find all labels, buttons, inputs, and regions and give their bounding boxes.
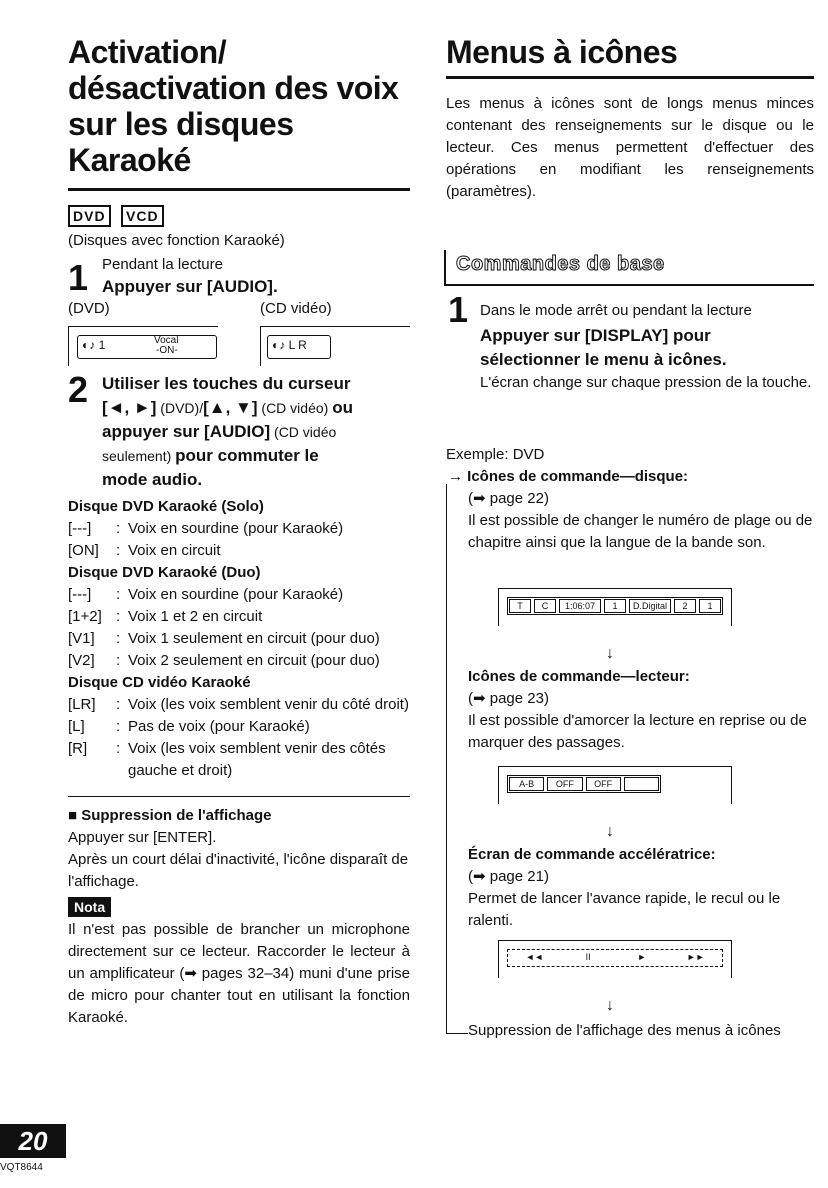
mode-row: [L] : Pas de voix (pour Karaoké) [68, 716, 410, 738]
mode-value: Voix 1 et 2 en circuit [128, 608, 263, 625]
step-pre: Dans le mode arrêt ou pendant la lecture [480, 302, 752, 319]
disc-icons-strip [498, 588, 732, 626]
dvd-badge: DVD [68, 205, 111, 227]
dvd-vocal-value: -ON- [156, 345, 178, 356]
audio-icon: ◐♪ [272, 338, 286, 352]
step-1 [68, 254, 410, 298]
left-column [68, 34, 410, 1029]
time-readout: 1:06:07 [559, 599, 601, 613]
mode-value: Voix 1 seulement en circuit (pour duo) [128, 630, 380, 647]
mode-value: Pas de voix (pour Karaoké) [128, 718, 310, 735]
shuttle-bar [507, 949, 723, 967]
mode-value: Voix (les voix semblent venir des côtés gauche et droit) [128, 740, 386, 779]
basic-commands-header [444, 250, 814, 286]
intro-text: (Disques avec fonction Karaoké) [68, 232, 285, 249]
step-2-line: mode audio. [102, 470, 203, 489]
audio-format: D.Digital [629, 599, 671, 613]
switch-text: pour commuter le [175, 446, 319, 465]
mode-key: [---] [68, 586, 92, 603]
mode-value: Voix 2 seulement en circuit (pour duo) [128, 652, 380, 669]
vcd-audio-display [267, 335, 331, 359]
right-step-1 [446, 290, 814, 394]
item-desc: Permet de lancer l'avance rapide, le recul ou le ralenti. [468, 890, 781, 929]
step-2-line: Utiliser les touches du curseur [102, 374, 351, 393]
step-number: 1 [448, 289, 469, 330]
step-body [446, 290, 814, 394]
mode-key: [L] [68, 718, 85, 735]
item-ref: (➡ page 23) [468, 690, 549, 707]
mode-row: [R] : Voix (les voix semblent venir des côtés gauche et droit) [68, 738, 410, 782]
dvd-note: (DVD)/ [156, 400, 204, 416]
step-note: L'écran change sur chaque pression de la touche. [480, 374, 812, 391]
divider [68, 796, 410, 797]
vcd-note: (CD vidéo [270, 424, 337, 440]
item-ref: (➡ page 22) [468, 490, 549, 507]
page-number: 20 [0, 1124, 66, 1158]
shuttle-block [468, 844, 814, 932]
mode-value: Voix en sourdine (pour Karaoké) [128, 520, 344, 537]
suppression-line: Après un court délai d'inactivité, l'icône disparaît de l'affichage. [68, 851, 409, 890]
mode-row: [V1] : Voix 1 seulement en circuit (pour duo) [68, 628, 410, 650]
nota-text: Il n'est pas possible de brancher un microphone directement sur ce lecteur. Raccorder le lecteur à un amplificateur (➡ pages 32–34) muni d'une prise de micro pour chanter tout en utilisant la fonction Karaoké. [68, 921, 410, 1026]
player-icons-bar [507, 775, 661, 793]
mode-value: Voix en sourdine (pour Karaoké) [128, 586, 344, 603]
item-desc: Il est possible d'amorcer la lecture en reprise ou de marquer des passages. [468, 712, 807, 751]
item-desc: Il est possible de changer le numéro de plage ou de chapitre ainsi que la langue de la bande son. [468, 512, 813, 551]
item-heading: → Icônes de commande—disque: [448, 468, 689, 485]
suppression-heading: ■ Suppression de l'affichage [68, 807, 272, 824]
cursor-ud-keys: [▲, ▼] [203, 398, 258, 417]
dvd-audio-display [77, 335, 217, 359]
dvd-duo-heading: Disque DVD Karaoké (Duo) [68, 564, 261, 581]
cursor-lr-keys: [◄, ►] [102, 398, 157, 417]
mode-key: [R] [68, 740, 88, 757]
mode-key: [---] [68, 520, 92, 537]
subtitle-icon: 2 [674, 599, 696, 613]
play-icon: ► [637, 952, 647, 962]
audio-key: appuyer sur [AUDIO] [102, 422, 271, 441]
step-2-line [102, 420, 410, 444]
step-action: Appuyer sur [AUDIO]. [102, 277, 278, 296]
item-heading: Icônes de commande—lecteur: [468, 668, 690, 685]
suppression-line: Appuyer sur [ENTER]. [68, 829, 217, 846]
nota-badge: Nota [68, 897, 111, 917]
step-2-line [102, 396, 410, 420]
disc-badges [68, 205, 410, 228]
dvd-screen-label: (DVD) [68, 300, 110, 317]
audio-icon: 1 [604, 599, 626, 613]
down-arrow: ↓ [606, 645, 614, 662]
section-title: Menus à icônes [446, 34, 814, 79]
example-label: Exemple: DVD [446, 446, 545, 463]
shuttle-strip [498, 940, 732, 978]
player-icons-strip [498, 766, 732, 804]
player-icons-block [468, 666, 814, 754]
mode-value: Voix (les voix semblent venir du côté droit) [128, 696, 409, 713]
mode-row: [V2] : Voix 2 seulement en circuit (pour duo) [68, 650, 410, 672]
dvd-screen [68, 326, 218, 366]
chapter-icon: C [534, 599, 556, 613]
display-cycle [448, 466, 814, 554]
disc-icons-bar [507, 597, 723, 615]
mode-key: [LR] [68, 696, 96, 713]
mode-row: [1+2] : Voix 1 et 2 en circuit [68, 606, 410, 628]
down-arrow: ↓ [606, 997, 614, 1014]
document-code: VQT8644 [0, 1162, 43, 1173]
repeat-icon: A-B [509, 777, 544, 791]
item-heading: Écran de commande accélératrice: [468, 846, 716, 863]
repeat-off: OFF [547, 777, 582, 791]
item-ref: (➡ page 21) [468, 868, 549, 885]
dvd-solo-heading: Disque DVD Karaoké (Solo) [68, 498, 264, 515]
dvd-audio-num: 1 [98, 338, 106, 352]
dvd-vocal-label: Vocal [154, 335, 179, 346]
step-action: Appuyer sur [DISPLAY] pour sélectionner le menu à icônes. [480, 326, 727, 369]
page-title [68, 34, 410, 191]
suppression-section [68, 805, 410, 1029]
vcd-audio-channel: L R [288, 338, 307, 352]
mode-key: [ON] [68, 542, 99, 559]
or-text: ou [332, 398, 353, 417]
right-column [446, 34, 814, 203]
karaoke-modes [68, 496, 410, 782]
icon-menus-intro: Les menus à icônes sont de longs menus minces contenant des renseignements sur le disque ou le lecteur. Ces menus permettent d'effectuer des opérations en modifiant les renseignements (paramètres). [446, 95, 814, 200]
audio-screens [68, 298, 410, 372]
step-pre: Pendant la lecture [102, 256, 223, 273]
rewind-icon: ◄◄ [525, 952, 544, 962]
mode-row: [---] : Voix en sourdine (pour Karaoké) [68, 518, 410, 540]
step-number: 2 [68, 369, 89, 410]
only-note: seulement) [102, 448, 176, 464]
vcd-badge: VCD [121, 205, 164, 227]
vcd-note: (CD vidéo) [257, 400, 333, 416]
mode-value: Voix en circuit [128, 542, 221, 559]
final-step: Suppression de l'affichage des menus à icônes [468, 1022, 781, 1039]
flow-bracket [446, 484, 468, 1034]
title-line: Activation/ [68, 34, 227, 70]
step-2-line [102, 444, 410, 468]
audio-icon: ◐♪ [82, 338, 96, 352]
vcd-screen-label: (CD vidéo) [260, 300, 332, 317]
mode-row: [LR] : Voix (les voix semblent venir du côté droit) [68, 694, 410, 716]
mode-key: [V1] [68, 630, 95, 647]
mode-row: [---] : Voix en sourdine (pour Karaoké) [68, 584, 410, 606]
title-line: sur les disques [68, 106, 294, 142]
marker-icon [624, 777, 659, 791]
title-line: Karaoké [68, 142, 191, 178]
basic-commands-title: Commandes de base [456, 253, 665, 275]
vcd-heading: Disque CD vidéo Karaoké [68, 674, 251, 691]
title-line: désactivation des voix [68, 70, 399, 106]
mode-key: [1+2] [68, 608, 102, 625]
mode-row: [ON] : Voix en circuit [68, 540, 410, 562]
pause-icon: II [585, 952, 591, 962]
angle-icon: 1 [699, 599, 721, 613]
fast-forward-icon: ►► [686, 952, 705, 962]
step-2 [68, 369, 410, 492]
marker-off: OFF [586, 777, 621, 791]
title-icon: T [509, 599, 531, 613]
mode-key: [V2] [68, 652, 95, 669]
step-number: 1 [68, 257, 89, 298]
vcd-screen [260, 326, 410, 366]
down-arrow: ↓ [606, 823, 614, 840]
